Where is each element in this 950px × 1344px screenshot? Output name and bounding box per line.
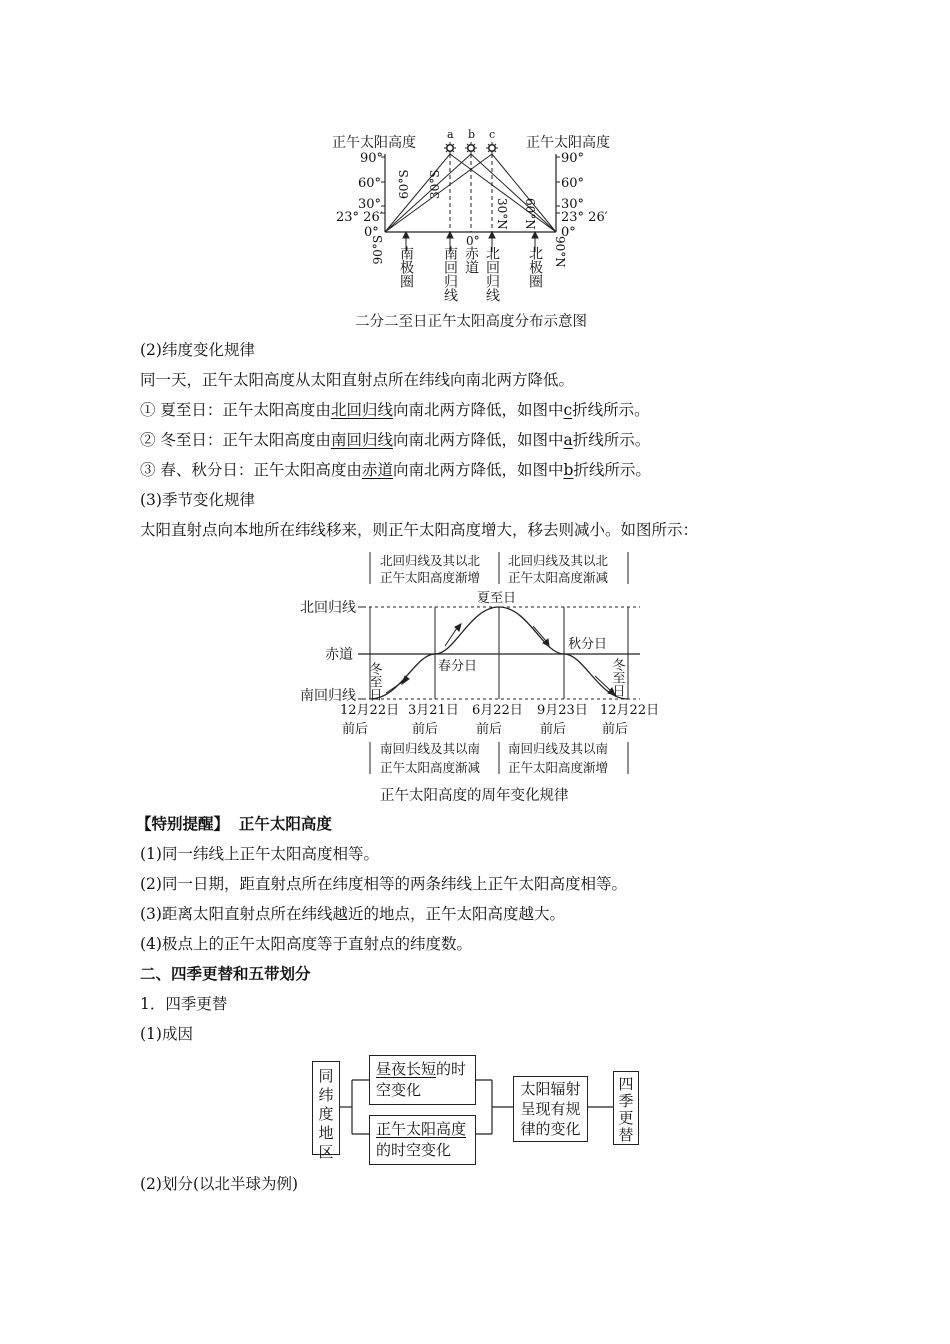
zone-tropic-cancer: 北回归线 — [484, 246, 500, 302]
lat-30n: 30°N — [495, 198, 509, 230]
item-text: 折线所示。 — [572, 401, 650, 419]
date-suffix: 前后 — [412, 722, 439, 737]
sec3-heading: (3)季节变化规律 — [140, 491, 255, 509]
reminder-tag: 【特别提醒】 — [136, 814, 230, 833]
zone-south-polar-circle: 南极圈 — [398, 246, 414, 288]
item-summer — [140, 399, 650, 421]
underlined-term: b — [563, 461, 574, 479]
y-label-tropic-cancer: 北回归线 — [300, 600, 356, 616]
left-tick-60: 60° — [358, 176, 382, 191]
note-2: (2)同一日期，距直射点所在纬度相等的两条纬线上正午太阳高度相等。 — [140, 875, 627, 893]
left-tick-0: 0° — [364, 225, 379, 240]
left-axis-title: 正午太阳高度 — [332, 135, 416, 151]
zone-equator: 赤道 — [463, 246, 479, 274]
underlined-term: a — [563, 431, 573, 449]
flow-box-same-latitude — [312, 1061, 340, 1161]
item-text: 向南北两方降低，如图中 — [392, 461, 564, 479]
bottom-right-note-1: 南回归线及其以南 — [508, 741, 609, 756]
date-suffix: 前后 — [476, 722, 503, 737]
date-suffix: 前后 — [540, 722, 567, 737]
item-text: ② 冬至日：正午太阳高度由 — [140, 431, 331, 449]
date-dec22-right: 12月22日 — [600, 703, 660, 718]
lat-90s: 90°S — [371, 235, 385, 265]
bottom-right-note-2: 正午太阳高度渐增 — [508, 760, 609, 775]
sun-icon — [465, 142, 477, 154]
lat-30s: 30°S — [428, 169, 442, 199]
right-tick-30: 30° — [561, 197, 585, 212]
note-1: (1)同一纬线上正午太阳高度相等。 — [140, 845, 379, 863]
label-summer-solstice: 夏至日 — [477, 591, 517, 606]
zone-north-polar-circle: 北极圈 — [527, 246, 543, 288]
left-tick-23: 23° 26′ — [336, 210, 383, 225]
right-axis-title: 正午太阳高度 — [526, 135, 610, 151]
flow-middle-text: 太阳辐射呈现有规律的变化 — [520, 1080, 581, 1138]
lat-60s: 60°S — [397, 169, 411, 199]
lat-90n: 90°N — [553, 236, 567, 268]
top-right-note-2: 正午太阳高度渐减 — [508, 570, 609, 585]
note-4: (4)极点上的正午太阳高度等于直射点的纬度数。 — [140, 935, 472, 953]
sun-icon — [444, 142, 456, 154]
top-left-note-1: 北回归线及其以北 — [380, 553, 481, 568]
lat-0: 0° — [466, 234, 480, 248]
label-autumn-equinox: 秋分日 — [568, 637, 608, 652]
item-text: ③ 春、秋分日：正午太阳高度由 — [140, 461, 362, 479]
label-winter-solstice-right: 冬至日 — [609, 658, 625, 697]
right-tick-0: 0° — [561, 225, 576, 240]
sec3-intro: 太阳直射点向本地所在纬线移来，则正午太阳高度增大，移去则减小。如图所示： — [140, 521, 699, 539]
figure1-caption: 二分二至日正午太阳高度分布示意图 — [355, 314, 587, 330]
flow-box-four-seasons — [613, 1071, 639, 1145]
left-tick-30: 30° — [358, 197, 382, 212]
date-sep23: 9月23日 — [537, 703, 588, 718]
underlined-term: 北回归线 — [330, 401, 393, 419]
flow-bottom-underlined: 正午太阳高度 — [376, 1120, 467, 1138]
flow-box-solar-radiation — [513, 1076, 588, 1142]
annual-noon-altitude-figure — [290, 548, 670, 780]
left-tick-90: 90° — [360, 151, 384, 166]
item-text: 折线所示。 — [572, 431, 651, 449]
flow-bottom-rest: 的时空变化 — [376, 1141, 452, 1159]
flow-right-text: 四季更替 — [618, 1075, 634, 1144]
date-mar21: 3月21日 — [408, 703, 459, 718]
item-equinox — [140, 459, 651, 481]
sun-label-a: a — [447, 128, 454, 141]
right-tick-23: 23° 26′ — [561, 210, 608, 225]
label-winter-solstice-left: 冬至日 — [366, 662, 382, 701]
item-winter — [140, 429, 650, 451]
flow-top-underlined: 昼夜长短 — [376, 1060, 437, 1078]
flow-left-text: 同纬度地区 — [318, 1067, 334, 1161]
item-text: 向南北两方降低，如图中 — [392, 401, 564, 419]
figure2-caption: 正午太阳高度的周年变化规律 — [380, 788, 569, 804]
note-3: (3)距离太阳直射点所在纬线越近的地点，正午太阳高度越大。 — [140, 905, 565, 923]
right-tick-60: 60° — [561, 176, 585, 191]
underlined-term: c — [563, 401, 573, 419]
y-label-tropic-capricorn: 南回归线 — [300, 688, 356, 704]
division-heading: (2)划分(以北半球为例) — [140, 1175, 299, 1193]
right-tick-90: 90° — [561, 151, 585, 166]
y-label-equator: 赤道 — [325, 647, 353, 663]
top-left-note-2: 正午太阳高度渐增 — [380, 570, 481, 585]
sun-label-c: c — [489, 128, 496, 141]
top-right-note-1: 北回归线及其以北 — [508, 553, 609, 568]
bottom-left-note-1: 南回归线及其以南 — [380, 741, 481, 756]
cause-heading: (1)成因 — [140, 1025, 193, 1043]
item-text: 向南北两方降低，如图中 — [392, 431, 564, 449]
sec2-heading: (2)纬度变化规律 — [140, 341, 255, 359]
label-spring-equinox: 春分日 — [438, 659, 478, 674]
underlined-term: 赤道 — [361, 461, 393, 479]
reminder-title: 正午太阳高度 — [238, 814, 332, 833]
flow-box-noon-altitude — [369, 1115, 476, 1165]
date-jun22: 6月22日 — [472, 703, 523, 718]
item-text: 折线所示。 — [573, 461, 651, 479]
zone-tropic-capricorn: 南回归线 — [442, 246, 458, 302]
noon-sun-altitude-distribution-figure — [300, 124, 650, 324]
part2-title: 二、四季更替和五带划分 — [140, 964, 311, 983]
date-suffix: 前后 — [602, 722, 629, 737]
subsection-1: 1．四季更替 — [140, 995, 228, 1013]
underlined-term: 南回归线 — [330, 431, 393, 449]
item-text: ① 夏至日：正午太阳高度由 — [140, 401, 331, 419]
bottom-left-note-2: 正午太阳高度渐减 — [380, 760, 481, 775]
lat-60n: 60°N — [523, 198, 537, 230]
sun-icon — [486, 142, 498, 154]
date-dec22-left: 12月22日 — [340, 703, 400, 718]
sec2-intro: 同一天，正午太阳高度从太阳直射点所在纬线向南北两方降低。 — [140, 371, 575, 389]
date-suffix: 前后 — [342, 722, 369, 737]
flow-top-rest: 的时空变化 — [376, 1060, 467, 1099]
flow-box-day-length — [369, 1055, 476, 1105]
sun-label-b: b — [468, 128, 476, 141]
special-reminder-heading — [136, 813, 332, 835]
